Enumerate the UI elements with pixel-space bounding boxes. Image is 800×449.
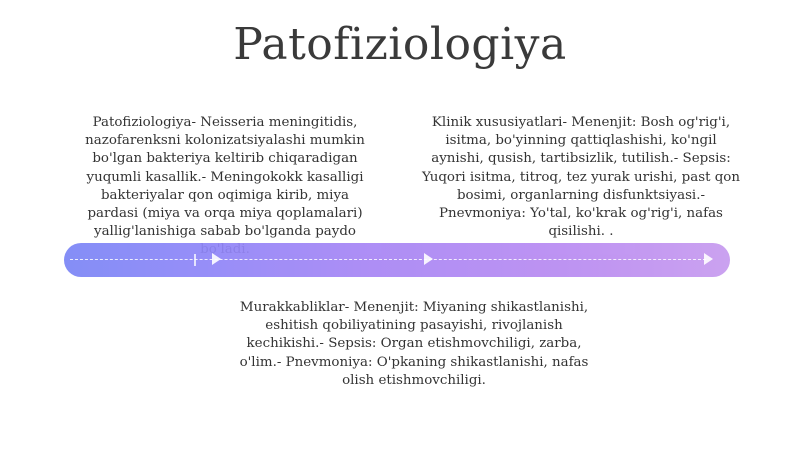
arrow-right-icon: [212, 253, 221, 265]
arrow-right-icon: [424, 253, 433, 265]
timeline-bar: [64, 243, 730, 277]
slide-title: Patofiziologiya: [233, 19, 567, 70]
complications-text: Murakkabliklar- Menenjit: Miyaning shikastlanishi, eshitish qobiliyatining pasayishi, rivojlanish kechikishi.- Sepsis: Organ etishmovchiligi, zarba, o'lim.- Pnevmoniya: O'pkaning shikastlanishi, nafas olish etishmovchiligi.: [239, 300, 589, 388]
timeline-tick: [194, 254, 196, 266]
arrow-right-icon: [704, 253, 713, 265]
clinical-features-text: Klinik xususiyatlari- Menenjit: Bosh og'rig'i, isitma, bo'yinning qattiqlashishi, ko'ngil aynishi, qusish, tartibsizlik, tutilish.- Sepsis: Yuqori isitma, titroq, tez yurak urishi, past qon bosimi, organlarning disfunktsiyasi.- Pnevmoniya: Yo'tal, ko'krak og'rig'i, nafas qisilishi. .: [422, 115, 740, 240]
timeline-dashed-line: [70, 259, 706, 260]
pathophysiology-text: Patofiziologiya- Neisseria meningitidis, nazofarenksni kolonizatsiyalashi mumkin bo'lgan bakteriya keltirib chiqaradigan yuqumli kasallik.- Meningokokk kasalligi bakteriyalar qon oqimiga kirib, miya pardasi (miya va orqa miya qoplamalari) yallig'lanishiga sabab bo'lganda paydo: [85, 115, 365, 240]
